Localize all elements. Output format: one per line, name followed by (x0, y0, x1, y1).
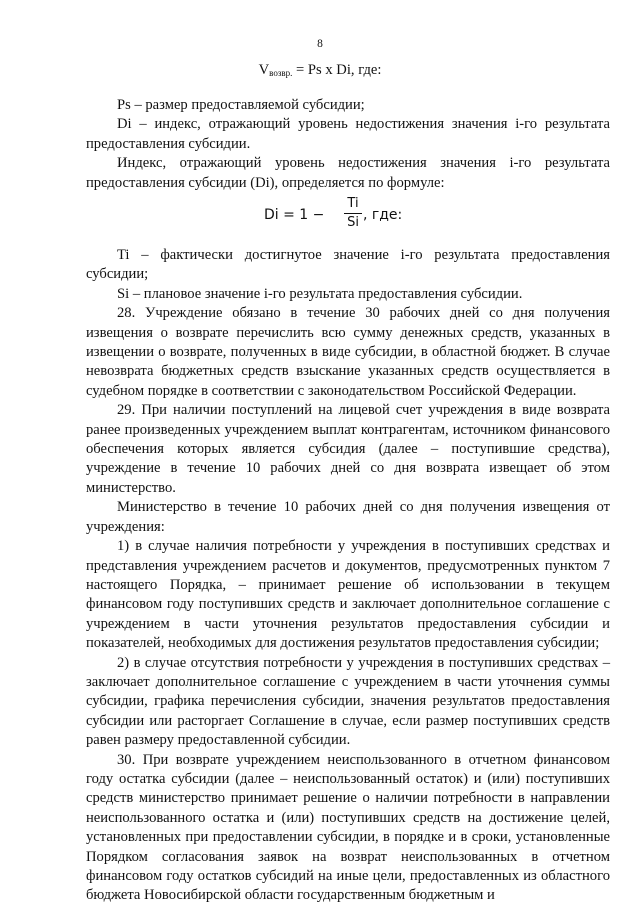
formula-lhs-subscript: возвр. (269, 68, 293, 78)
paragraph: Министерство в течение 10 рабочих дней со дня получения извещения от учреждения: (86, 499, 610, 535)
index-formula-fraction (344, 196, 362, 231)
refund-formula (0, 62, 640, 79)
paragraph: 30. При возврате учреждением неиспользованного в отчетном финансовом году остатка субсидии (далее – неиспользованный остаток) и (или) поступивших средств министерство принимает решение о наличии потребности в направлении неиспользованного остатка и (или) поступивших средств на достижение целей, установленных при предоставлении субсидии, в порядке и в сроки, установленные Порядком согласования заявок на возврат неиспользованных в отчетном финансовом году остатков субсидий на иные цели, предоставленных из областного бюджета Новосибирской области государственным бюджетным и (86, 751, 610, 904)
fraction-numerator: Ti (347, 196, 359, 211)
paragraph: 2) в случае отсутствия потребности у учреждения в поступивших средствах – заключает дополнительное соглашение с учреждением в части уточнения суммы субсидии, графика перечисления субсидии, значения результатов предоставления субсидии или расторгает Соглашение в случае, если размер поступивших средств равен размеру предоставленной субсидии. (86, 654, 610, 749)
formula-lhs-main: V (258, 62, 270, 78)
paragraph: 28. Учреждение обязано в течение 30 рабочих дней со дня получения извещения о возврате перечислить всю сумму денежных средств, указанных в извещении о возврате, полученных в виде субсидии, в областной бюджет. В случае невозврата бюджетных средств взыскание указанных средств осуществляется в судебном порядке в соответствии с законодательством Российской Федерации. (86, 305, 610, 399)
paragraph: Ps – размер предоставляемой субсидии; (117, 97, 365, 113)
fraction-bar (344, 213, 362, 214)
paragraph: Di – индекс, отражающий уровень недостижения значения i-го результата предоставления субсидии. (86, 116, 610, 152)
paragraph: Si – плановое значение i-го результата предоставления субсидии. (117, 285, 523, 302)
text-block-bottom (86, 246, 610, 906)
index-formula-lhs: Di = 1 − (264, 207, 325, 223)
paragraph: Индекс, отражающий уровень недостижения значения i-го результата предоставления субсидии (Di), определяется по формуле: (86, 155, 610, 191)
fraction-denominator: Si (347, 215, 359, 230)
page-number: 8 (317, 38, 323, 50)
text-block-top (86, 96, 610, 193)
index-formula-rhs: , где: (363, 207, 403, 223)
paragraph: 29. При наличии поступлений на лицевой счет учреждения в виде возврата ранее произведенных учреждением выплат контрагентам, источником финансового обеспечения которых является субсидия (далее – поступившие средства), учреждение в течение 10 рабочих дней со дня возврата извещает об этом министерство. (86, 402, 610, 496)
paragraph: Ti – фактически достигнутое значение i-го результата предоставления субсидии; (86, 247, 610, 283)
paragraph: 1) в случае наличия потребности у учреждения в поступивших средствах и представления учреждением расчетов и документов, предусмотренных пунктом 7 настоящего Порядка, – принимает решение об использовании в текущем финансовом году поступивших средств и заключает дополнительное соглашение с учреждением в части уточнения результатов предоставления субсидии и показателей, необходимых для достижения результатов предоставления субсидии; (86, 538, 610, 652)
formula-rhs: = Ps x Di, где: (296, 62, 382, 78)
